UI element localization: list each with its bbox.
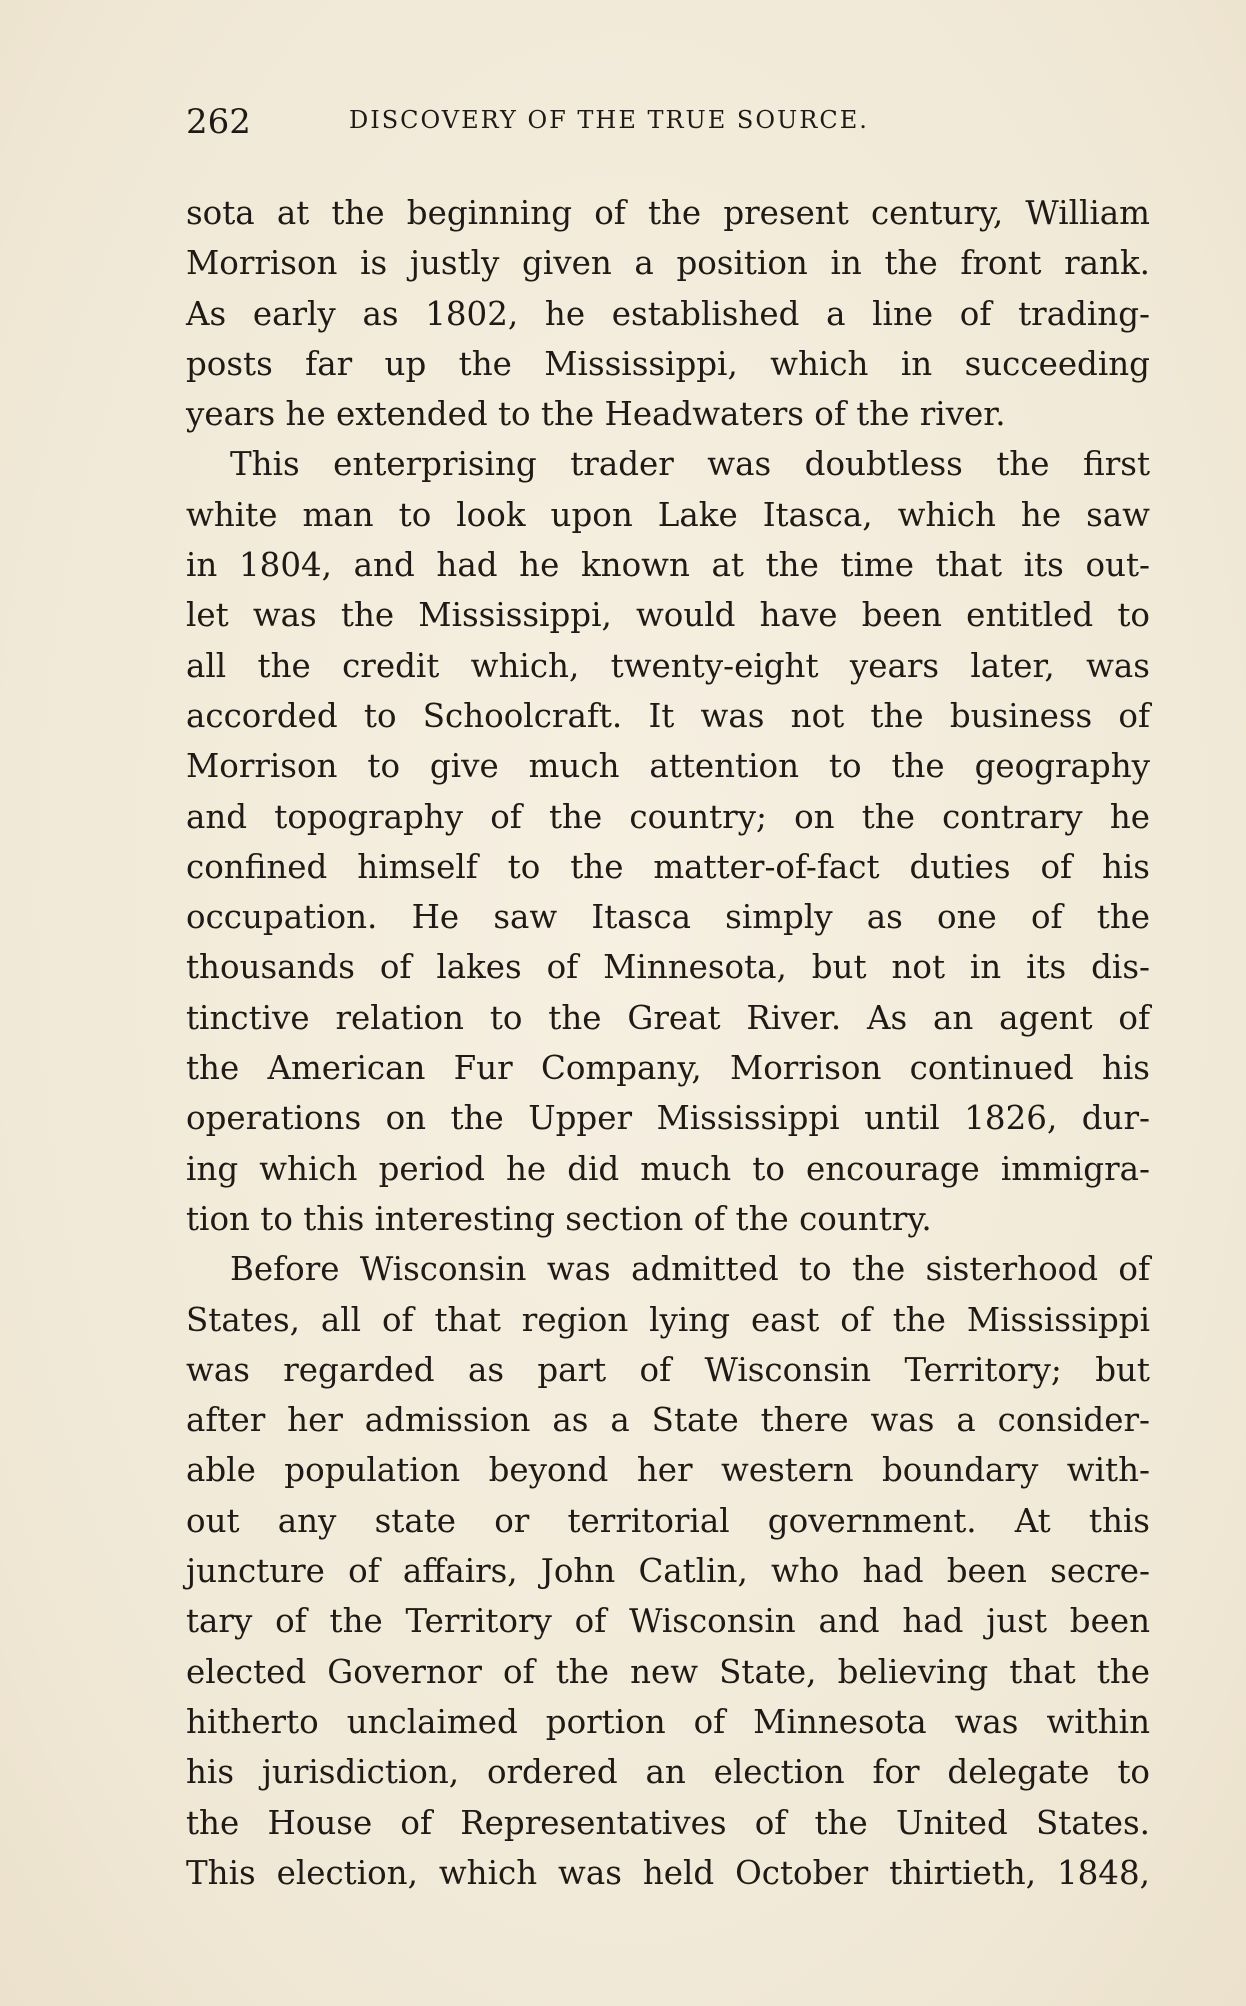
running-title: DISCOVERY OF THE TRUE SOURCE. [349, 106, 869, 134]
text-line: operations on the Upper Mississippi until 1826, dur- [186, 1099, 1150, 1138]
paragraph-start-line: This enterprising trader was doubtless the first [230, 445, 1150, 484]
text-line: thousands of lakes of Minnesota, but not in its dis- [186, 948, 1150, 987]
text-line: white man to look upon Lake Itasca, which he saw [186, 495, 1150, 534]
text-line: his jurisdiction, ordered an election for delegate to [186, 1753, 1150, 1792]
text-line: This election, which was held October thirtieth, 1848, [186, 1853, 1150, 1892]
text-line: tary of the Territory of Wisconsin and had just been [186, 1602, 1150, 1641]
text-line: years he extended to the Headwaters of the river. [186, 395, 1006, 434]
text-line: was regarded as part of Wisconsin Territory; but [186, 1350, 1150, 1389]
text-line: in 1804, and had he known at the time that its out- [186, 546, 1150, 585]
text-line: elected Governor of the new State, believing that the [186, 1652, 1150, 1691]
text-line: sota at the beginning of the present century, William [186, 194, 1150, 232]
text-line: out any state or territorial government. At this [186, 1501, 1150, 1540]
paragraph-start-line: Before Wisconsin was admitted to the sisterhood of [230, 1250, 1150, 1289]
text-line: hitherto unclaimed portion of Minnesota was within [186, 1702, 1150, 1741]
text-line: able population beyond her western boundary with- [186, 1451, 1150, 1490]
text-line: accorded to Schoolcraft. It was not the business of [186, 696, 1150, 735]
page-number: 262 [186, 102, 251, 142]
text-line: juncture of affairs, John Catlin, who had been secre- [186, 1552, 1150, 1591]
text-line: and topography of the country; on the contrary he [186, 797, 1150, 836]
text-line: after her admission as a State there was a consider- [186, 1401, 1150, 1440]
text-line: States, all of that region lying east of the Mississippi [186, 1300, 1150, 1339]
text-line: tinctive relation to the Great River. As an agent of [186, 998, 1150, 1037]
text-line: Morrison to give much attention to the geography [186, 747, 1150, 786]
text-line: tion to this interesting section of the country. [186, 1199, 932, 1238]
text-line: Morrison is justly given a position in the front rank. [186, 244, 1150, 283]
text-line: confined himself to the matter-of-fact duties of his [186, 847, 1150, 886]
text-line: the House of Representatives of the United States. [186, 1803, 1150, 1842]
running-head [186, 102, 1066, 142]
text-line: posts far up the Mississippi, which in succeeding [186, 344, 1150, 383]
text-line: the American Fur Company, Morrison continued his [186, 1049, 1150, 1088]
text-line: occupation. He saw Itasca simply as one of the [186, 898, 1150, 937]
text-line: let was the Mississippi, would have been entitled to [186, 596, 1150, 635]
body-text [186, 188, 1150, 1898]
text-line: all the credit which, twenty-eight years later, was [186, 646, 1150, 685]
text-line: As early as 1802, he established a line of trading- [186, 294, 1150, 333]
text-line: ing which period he did much to encourage immigra- [186, 1149, 1150, 1188]
